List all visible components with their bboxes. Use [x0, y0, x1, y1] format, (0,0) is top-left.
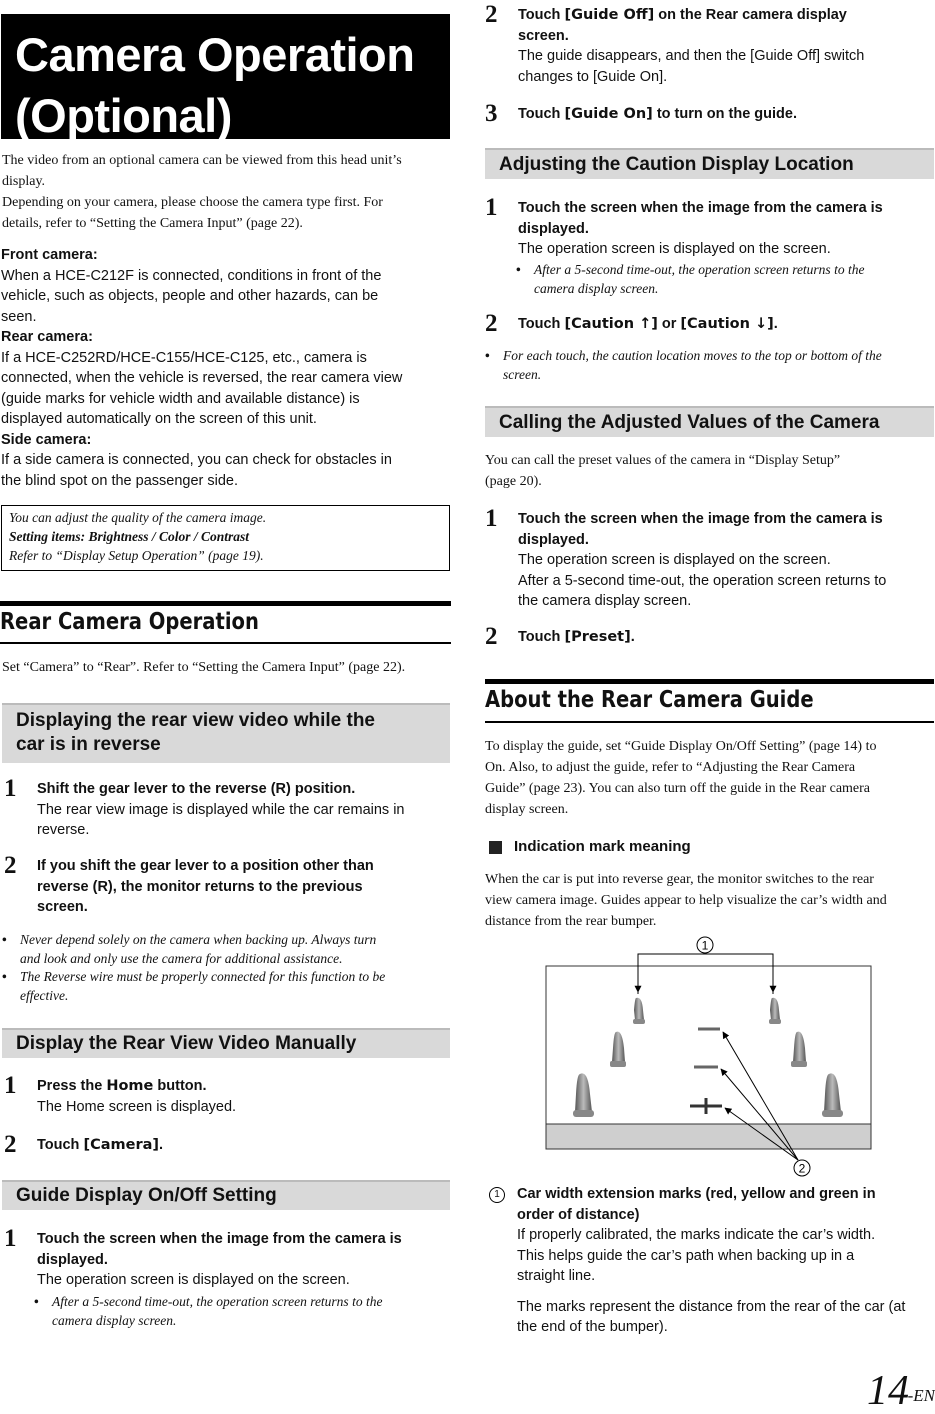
- step-text: The Home screen is displayed.: [37, 1098, 237, 1115]
- step-text: changes to: [518, 68, 593, 85]
- page-number: [845, 1368, 935, 1414]
- step-text: to turn on the guide.: [652, 106, 797, 122]
- indication-title: Indication mark meaning: [514, 838, 691, 855]
- step-text: .: [773, 316, 778, 332]
- camera-types: [1, 245, 450, 491]
- side-camera-text: the blind spot on the passenger side.: [1, 472, 238, 489]
- step-text: Press the: [37, 1078, 107, 1094]
- step-number: 1: [4, 1072, 17, 1099]
- step-text: Touch: [37, 1137, 84, 1153]
- intro-line: On. Also, to adjust the guide, refer to “Adjusting the Rear Camera: [485, 760, 856, 775]
- callout-1: [697, 937, 713, 953]
- step-text: After a 5-second time-out, the operation screen returns to: [518, 572, 887, 589]
- page-title: [1, 14, 450, 142]
- description-text: Car width extension marks (red, yellow and green in: [517, 1186, 876, 1202]
- bullet-dot: •: [34, 1294, 39, 1309]
- bullet-dot: •: [2, 932, 7, 947]
- callout-number: 1: [489, 1187, 505, 1203]
- subsection-title: Displaying the rear view video while the: [16, 710, 375, 731]
- rear-section-intro: Set “Camera” to “Rear”. Refer to “Setting the Camera Input” (page 22).: [2, 660, 406, 675]
- step-text: or: [657, 316, 681, 332]
- note-box: [1, 505, 450, 571]
- bullet-text: For each touch, the caution location moves to the top or bottom of the: [503, 348, 882, 363]
- subsection-title: car is in reverse: [16, 734, 161, 755]
- description-text: The marks represent the distance from the rear of the car (at: [517, 1298, 906, 1315]
- intro-line: Depending on your camera, please choose the camera type first. For: [2, 195, 383, 210]
- step-text: screen.: [518, 27, 569, 44]
- step-number: 1: [485, 505, 498, 532]
- subsection-caution-location: [485, 148, 934, 179]
- intro-line: view camera image. Guides appear to help visualize the car’s width and: [485, 893, 887, 908]
- side-camera-text: If a side camera is connected, you can check for obstacles in: [1, 452, 392, 468]
- bullet-text: and look and only use the camera for additional assistance.: [20, 951, 343, 966]
- rear-camera-guide-diagram: [540, 928, 880, 1184]
- step-text: switch: [820, 48, 865, 64]
- step-text: If you shift the gear lever to a position other than: [37, 858, 374, 874]
- step-number: 2: [4, 1131, 17, 1158]
- section-title: About the Rear Camera Guide: [485, 687, 814, 713]
- bullet-text: effective.: [20, 988, 69, 1003]
- step-text: displayed.: [518, 531, 589, 548]
- step-number: 2: [485, 623, 498, 650]
- description-text: If properly calibrated, the marks indicate the car’s width.: [517, 1227, 876, 1243]
- step-text: screen.: [37, 899, 88, 915]
- bullet-text: camera display screen.: [534, 281, 659, 296]
- square-bullet-icon: [489, 841, 502, 854]
- step-text: The rear view image is displayed while the car remains in: [37, 801, 405, 818]
- rear-camera-text: displayed automatically on the screen of this unit.: [1, 411, 317, 427]
- page-number-digits: 14: [867, 1368, 909, 1414]
- description-text: straight line.: [517, 1268, 596, 1284]
- intro-line: distance from the rear bumper.: [485, 914, 657, 929]
- bullet-text: After a 5-second time-out, the operation screen returns to the: [534, 262, 865, 277]
- bullet-dot: •: [485, 348, 490, 363]
- guide-intro: [485, 736, 935, 820]
- section-rear-camera-guide: [485, 679, 934, 723]
- caution-up-key: [Caution ↑]: [564, 316, 658, 332]
- subsection-title: Calling the Adjusted Values of the Camera: [499, 412, 880, 433]
- intro-line: When the car is put into reverse gear, the monitor switches to the rear: [485, 872, 874, 887]
- intro-paragraph: [2, 150, 451, 234]
- indication-text: [485, 869, 935, 932]
- rear-camera-text: connected, when the vehicle is reversed, the rear camera view: [1, 370, 403, 386]
- caution-down-key: [Caution ↓]: [680, 316, 774, 332]
- note-line: You can adjust the quality of the camera image.: [9, 510, 267, 525]
- step-number: 1: [4, 775, 17, 802]
- step-number: 1: [4, 1225, 17, 1252]
- step-text: Touch: [518, 316, 565, 332]
- bullet-text: Never depend solely on the camera when backing up. Always turn: [20, 932, 377, 947]
- step-number: 2: [4, 852, 17, 879]
- intro-line: details, refer to “Setting the Camera Input” (page 22).: [2, 216, 303, 231]
- intro-line: (page 20).: [485, 474, 542, 489]
- step-text: .: [159, 1137, 164, 1153]
- subsection-title: Guide Display On/Off Setting: [16, 1185, 277, 1206]
- page-title-line1: Camera Operation: [15, 28, 415, 81]
- call-values-intro: [485, 450, 935, 492]
- step-number: 2: [485, 1, 498, 28]
- step-text: displayed.: [37, 1251, 108, 1268]
- step-text: button.: [153, 1078, 207, 1094]
- front-camera-text: When a HCE-C212F is connected, conditions in front of the: [1, 267, 382, 284]
- guide-off-ref: [Guide Off]: [750, 48, 821, 64]
- page-number-suffix: -EN: [907, 1386, 935, 1405]
- guide-off-key: [Guide Off]: [564, 7, 655, 23]
- subsection-adjusted-values: [485, 406, 934, 437]
- step-text: Touch: [518, 106, 565, 122]
- guide-on-key: [Guide On]: [564, 106, 653, 122]
- step-text: Touch the screen when the image from the camera is: [37, 1231, 402, 1247]
- page-title-line2: (Optional): [15, 89, 232, 142]
- step-text: reverse (R), the monitor returns to the previous: [37, 878, 363, 895]
- step-text: .: [663, 68, 668, 85]
- bullet-text: The Reverse wire must be properly connected for this function to be: [20, 969, 386, 984]
- section-title: Rear Camera Operation: [0, 609, 259, 635]
- rear-camera-label: Rear camera:: [1, 329, 93, 345]
- intro-line: The video from an optional camera can be viewed from this head unit’s: [2, 153, 402, 168]
- note-line: Refer to “Display Setup Operation” (page 19).: [9, 548, 264, 563]
- subsection-reverse-video: [2, 703, 450, 763]
- step-text: The guide disappears, and then the: [518, 48, 751, 64]
- intro-line: display.: [2, 174, 46, 189]
- description-text: order of distance): [517, 1206, 640, 1223]
- subsection-manual-video: [2, 1028, 450, 1058]
- intro-line: display screen.: [485, 802, 569, 817]
- callout-1-label: 1: [701, 938, 709, 953]
- rear-camera-text: If a HCE-C252RD/HCE-C155/HCE-C125, etc., camera is: [1, 349, 367, 366]
- step-number: 3: [485, 100, 498, 127]
- subsection-title: Adjusting the Caution Display Location: [499, 154, 854, 175]
- bullet-text: camera display screen.: [52, 1313, 177, 1328]
- intro-line: Guide” (page 23). You can also turn off the guide in the Rear camera: [485, 781, 871, 796]
- home-key: Home: [106, 1078, 154, 1094]
- step-text: the camera display screen.: [518, 593, 692, 609]
- bullet-dot: •: [516, 262, 521, 277]
- subsection-guide-display: [2, 1180, 450, 1210]
- intro-line: You can call the preset values of the camera in “Display Setup”: [485, 453, 841, 468]
- description-text: This helps guide the car’s path when backing up in a: [517, 1247, 855, 1264]
- step-text: The operation screen is displayed on the screen.: [518, 241, 831, 257]
- step-number: 2: [485, 310, 498, 337]
- front-camera-text: seen.: [1, 308, 37, 325]
- callout-2: [794, 1160, 810, 1176]
- step-text: The operation screen is displayed on the screen.: [518, 552, 831, 568]
- step-text: on the Rear camera display: [654, 7, 847, 23]
- step-text: Touch: [518, 629, 565, 645]
- camera-key: [Camera]: [83, 1137, 160, 1153]
- note-line: Setting items: Brightness / Color / Contrast: [9, 529, 250, 544]
- guide-on-ref: [Guide On]: [592, 68, 664, 85]
- step-text: reverse.: [37, 822, 90, 838]
- step-text: displayed.: [518, 220, 589, 237]
- step-text: Touch the screen when the image from the camera is: [518, 200, 883, 216]
- rear-camera-text: (guide marks for vehicle width and available distance) is: [1, 390, 360, 407]
- bullet-text: After a 5-second time-out, the operation screen returns to the: [52, 1294, 383, 1309]
- front-camera-text: vehicle, such as objects, people and other hazards, can be: [1, 288, 379, 304]
- callout-2-label: 2: [798, 1161, 806, 1176]
- bullet-dot: •: [2, 969, 7, 984]
- bullet-text: screen.: [503, 367, 542, 382]
- step-text: The operation screen is displayed on the screen.: [37, 1272, 350, 1288]
- step-text: Touch the screen when the image from the camera is: [518, 511, 883, 527]
- step-text: .: [630, 629, 635, 645]
- step-text: Shift the gear lever to the reverse (R) position.: [37, 781, 356, 797]
- intro-line: To display the guide, set “Guide Display On/Off Setting” (page 14) to: [485, 739, 877, 754]
- step-text: Touch: [518, 7, 565, 23]
- subsection-title: Display the Rear View Video Manually: [16, 1033, 357, 1054]
- step-number: 1: [485, 194, 498, 221]
- preset-key: [Preset]: [564, 629, 631, 645]
- section-rear-camera-operation: [0, 601, 451, 644]
- screen-frame: [546, 966, 871, 1149]
- side-camera-label: Side camera:: [1, 431, 92, 448]
- front-camera-label: Front camera:: [1, 247, 98, 263]
- description-text: the end of the bumper).: [517, 1319, 668, 1335]
